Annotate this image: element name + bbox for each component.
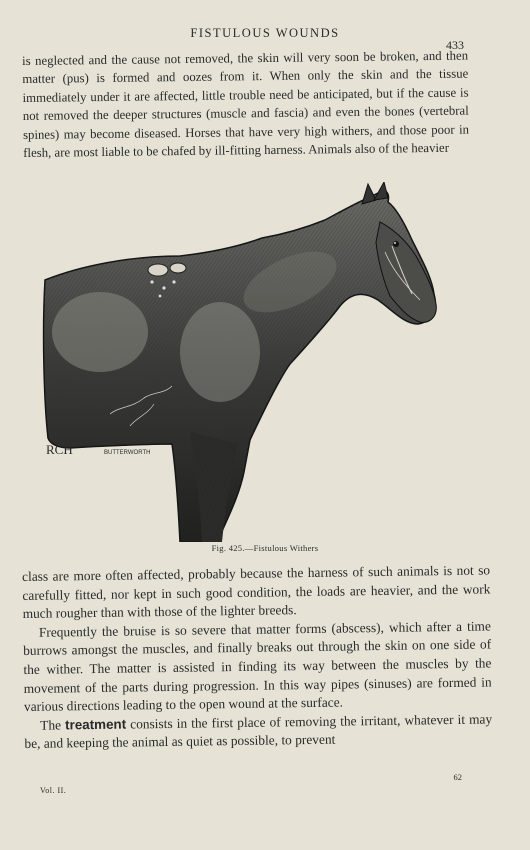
running-title: FISTULOUS WOUNDS — [190, 26, 340, 40]
bottom-text-block — [22, 561, 493, 753]
figure-caption: Fig. 425.—Fistulous Withers — [211, 543, 319, 553]
horse-engraving — [40, 182, 460, 542]
paragraph-2: Frequently the bruise is so severe that matter forms (abscess), which after a time burrows amongst the muscles, and finally breaks out through the skin on one side of the wither. The matter is assisted in finding its way between the muscles by the movement of the parts during progression. In this way pipes (sinuses) are formed in various directions leading to the open wound at the surface. — [23, 618, 492, 715]
artist-signature: RCH — [46, 442, 73, 457]
treatment-term: treatment — [64, 716, 127, 733]
paragraph-3-start: The — [40, 717, 62, 733]
horse-illustration — [40, 182, 460, 542]
volume-mark: Vol. II. — [40, 786, 67, 795]
paragraph-3 — [24, 710, 492, 754]
engraver-signature: BUTTERWORTH — [104, 450, 151, 456]
paragraph-continued: is neglected and the cause not removed, the skin will very soon be broken, and then matter (pus) is formed and oozes from it. When only the skin and the tissue immediately under it are affected, little trouble need be anticipated, but if the cause is not removed the deeper structures (muscle and fascia) and even the bones (vertebral spines) may become diseased. Horses that have very high withers, and those poor in flesh, are most liable to be chafed by ill-fitting harness. Animals also of the heavier — [22, 48, 470, 161]
top-text-block — [22, 47, 469, 163]
paragraph-1: class are more often affected, probably because the harness of such animals is not so carefully fitted, nor kept in such good condition, the loads are heavier, and the work much rougher than with those of the lighter breeds. — [22, 562, 491, 622]
paragraph-3-rest: consists in the first place of removing the irritant, whatever it may be, and keeping the animal as quiet as possible, to prevent — [24, 711, 493, 752]
page-number: 433 — [446, 38, 464, 52]
signature-mark: 62 — [453, 772, 462, 782]
